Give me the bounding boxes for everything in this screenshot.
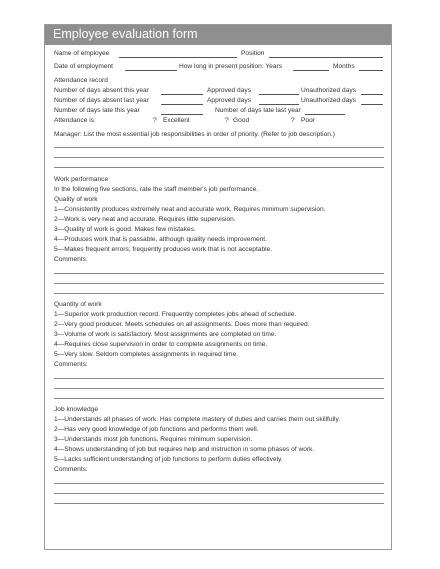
- knowledge-item: 4—Shows understanding of job but requires help and instruction in some phases of work.: [54, 446, 315, 453]
- evaluation-form: [44, 24, 392, 550]
- approved-days-label-1: Approved days: [207, 87, 251, 94]
- late-this-year-label: Number of days late this year: [54, 107, 140, 114]
- quantity-comment-line[interactable]: [54, 398, 384, 399]
- form-title-bar: [45, 25, 391, 45]
- quantity-item: 3—Volume of work is satisfactory. Most assignments are completed on time.: [54, 331, 277, 338]
- manager-instructions: Manager: List the most essential job responsibilities in order of priority. (Refer to job description.): [54, 131, 335, 138]
- good-option-label: Good: [233, 117, 250, 124]
- quality-heading: Quality of work: [54, 196, 98, 203]
- attendance-heading: Attendance record: [54, 77, 108, 84]
- quantity-item: 4—Requires close supervision in order to complete assignments on time.: [54, 341, 268, 348]
- position-field[interactable]: [269, 57, 383, 58]
- absent-this-year-field[interactable]: [161, 94, 203, 95]
- employment-date-field[interactable]: [125, 70, 177, 71]
- late-last-year-label: Number of days late last year: [215, 107, 301, 114]
- name-label: Name of employee: [54, 50, 110, 57]
- quantity-comment-line[interactable]: [54, 378, 384, 379]
- quantity-comments-label: Comments:: [54, 361, 88, 368]
- form-title: Employee evaluation form: [53, 27, 198, 41]
- unauthorized-days-field-2[interactable]: [361, 104, 383, 105]
- knowledge-comment-line[interactable]: [54, 503, 384, 504]
- quantity-comment-line[interactable]: [54, 388, 384, 389]
- position-label: Position: [241, 50, 265, 57]
- months-field[interactable]: [359, 70, 383, 71]
- knowledge-comments-label: Comments:: [54, 466, 88, 473]
- absent-last-year-field[interactable]: [161, 104, 203, 105]
- attendance-is-label: Attendance is:: [54, 117, 96, 124]
- knowledge-item: 2—Has very good knowledge of job functions and performs them well.: [54, 426, 259, 433]
- quality-item: 5—Makes frequent errors; frequently produces work that is not acceptable.: [54, 246, 273, 253]
- name-field[interactable]: [119, 57, 237, 58]
- quantity-item: 1—Superior work production record. Frequently completes jobs ahead of schedule.: [54, 311, 297, 318]
- manager-line-2[interactable]: [54, 157, 384, 158]
- late-this-year-field[interactable]: [161, 114, 203, 115]
- quality-comment-line[interactable]: [54, 293, 384, 294]
- knowledge-item: 1—Understands all phases of work. Has complete mastery of duties and carries them out skillfully.: [54, 416, 341, 423]
- manager-line-1[interactable]: [54, 147, 384, 148]
- quality-item: 1—Consistently produces extremely neat and accurate work. Requires minimum supervision.: [54, 206, 326, 213]
- years-field[interactable]: [293, 70, 329, 71]
- quality-item: 4—Produces work that is passable, although quality needs improvement.: [54, 236, 267, 243]
- knowledge-comment-line[interactable]: [54, 483, 384, 484]
- absent-last-year-label: Number of days absent last year: [54, 97, 149, 104]
- unauthorized-days-label-2: Unauthorized days: [301, 97, 356, 104]
- excellent-option-label: Excellent: [163, 117, 190, 124]
- knowledge-comment-line[interactable]: [54, 493, 384, 494]
- manager-line-3[interactable]: [54, 167, 384, 168]
- knowledge-item: 5—Lacks sufficient understanding of job functions to perform duties effectively.: [54, 456, 283, 463]
- unauthorized-days-label-1: Unauthorized days: [301, 87, 356, 94]
- quantity-heading: Quantity of work: [54, 301, 102, 308]
- quality-item: 3—Quality of work is good. Makes few mistakes.: [54, 226, 196, 233]
- knowledge-item: 3—Understands most job functions. Requires minimum supervision.: [54, 436, 253, 443]
- excellent-checkbox[interactable]: ?: [153, 117, 157, 124]
- employment-date-label: Date of employment: [54, 63, 114, 70]
- approved-days-field-2[interactable]: [259, 104, 299, 105]
- absent-this-year-label: Number of days absent this year: [54, 87, 149, 94]
- approved-days-label-2: Approved days: [207, 97, 251, 104]
- late-last-year-field[interactable]: [305, 114, 345, 115]
- poor-option-label: Poor: [301, 117, 315, 124]
- quantity-item: 2—Very good producer. Meets schedules on all assignments. Does more than required.: [54, 321, 310, 328]
- months-label: Months: [333, 63, 355, 70]
- work-performance-heading: Work performance: [54, 176, 109, 183]
- quantity-item: 5—Very slow. Seldom completes assignments in required time.: [54, 351, 238, 358]
- quality-comments-label: Comments:: [54, 256, 88, 263]
- quality-item: 2—Work is very neat and accurate. Requires little supervision.: [54, 216, 236, 223]
- unauthorized-days-field-1[interactable]: [361, 94, 383, 95]
- present-position-label: How long in present position: Years: [179, 63, 283, 70]
- approved-days-field-1[interactable]: [259, 94, 299, 95]
- work-performance-intro: In the following five sections, rate the staff member's job performance.: [54, 186, 259, 193]
- quality-comment-line[interactable]: [54, 283, 384, 284]
- poor-checkbox[interactable]: ?: [291, 117, 295, 124]
- knowledge-heading: Job knowledge: [54, 406, 98, 413]
- quality-comment-line[interactable]: [54, 273, 384, 274]
- good-checkbox[interactable]: ?: [225, 117, 229, 124]
